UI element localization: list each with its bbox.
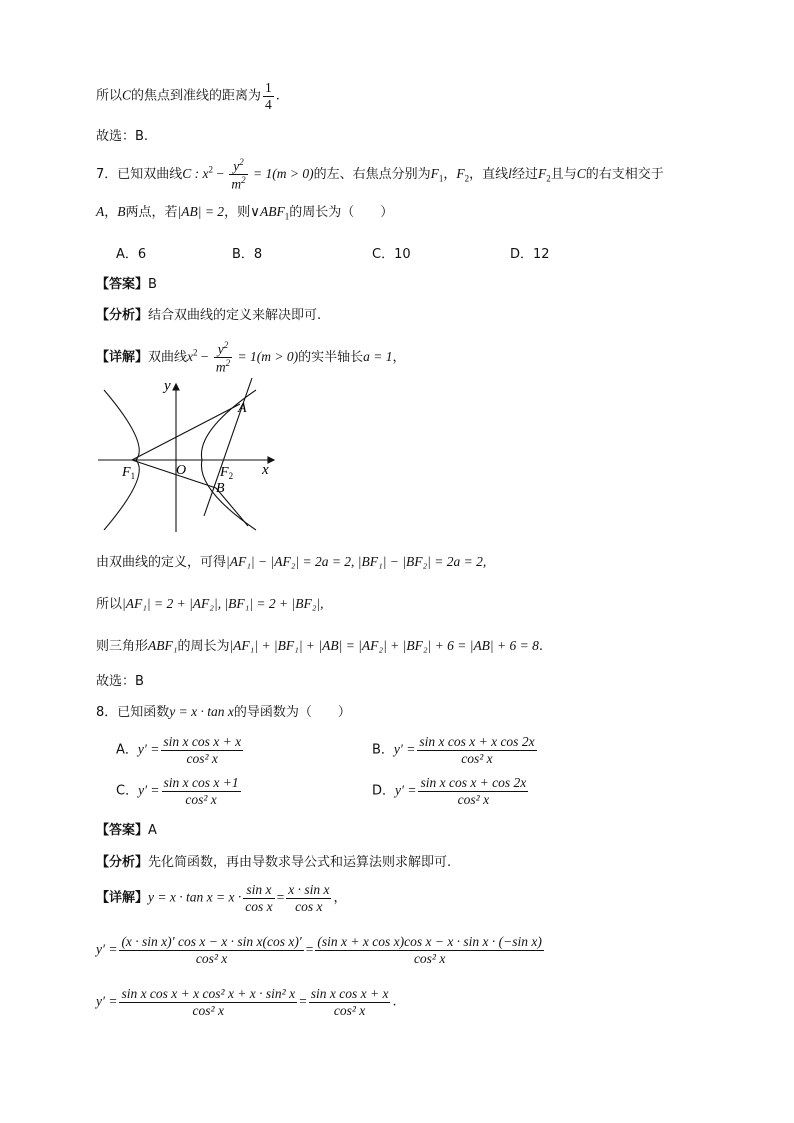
option-fraction [417, 734, 536, 766]
frac-num [229, 157, 247, 175]
q8-detail-line1 [96, 882, 346, 914]
sub-1: 1 [438, 173, 444, 184]
text: 的周长为（ ） [289, 205, 394, 220]
frac-num: sin x [243, 882, 274, 899]
var-f2: F [537, 166, 547, 182]
q8-detail-line3 [96, 986, 397, 1018]
sup-2: 2 [241, 175, 246, 186]
a-equals-1: a = 1 [363, 349, 393, 365]
var-c: C [576, 166, 586, 182]
text: 且与 [550, 167, 577, 183]
frac-num: sin x cos x + x cos² x + x · sin² x [121, 986, 296, 1001]
q7-detail [96, 340, 406, 375]
sup-2: 2 [193, 347, 198, 358]
equation: |AF₁| − |AF₂| = 2a = 2, |BF₁| − |BF₂| = 2a = 2, [226, 554, 487, 569]
frac-num: 1 [265, 80, 272, 95]
fraction-quarter [263, 80, 274, 112]
answer-value: A [148, 823, 157, 838]
q7-option-a: A．6 [116, 247, 147, 262]
q7-option-c: C．10 [372, 247, 411, 262]
q7-answer [96, 277, 157, 293]
abs-ab: |AB| = 2 [177, 204, 225, 219]
fraction [309, 986, 391, 1018]
segment-f1-a [132, 404, 240, 460]
answer-value: B [148, 277, 157, 292]
q7-definition [96, 554, 486, 571]
fraction [243, 882, 274, 914]
analysis-tag: 【分析】 [96, 308, 149, 323]
den-m: m [231, 176, 242, 192]
detail-tag: 【详解】 [96, 890, 149, 906]
comma: ， [443, 167, 457, 183]
label-f1 [121, 465, 135, 481]
eq-rhs: = 1(m > 0) [249, 166, 314, 182]
frac-num: sin x cos x + cos 2x [420, 775, 527, 790]
frac-den: cos² x [461, 750, 493, 766]
frac-den: cos² x [333, 1002, 366, 1018]
equals: = [276, 889, 285, 905]
var-b: B [117, 204, 126, 219]
option-label: D． [372, 783, 396, 799]
text: . [392, 994, 397, 1010]
f1-sub: 1 [130, 471, 136, 481]
frac-num: sin x cos x +1 [163, 775, 239, 790]
text: 两点，若 [125, 205, 178, 220]
frac-den: cos² x [186, 750, 218, 766]
frac-num: $y^2$ [214, 340, 232, 358]
eq-minus: − [213, 166, 228, 182]
text: 的实半轴长 [298, 350, 364, 366]
q7-stem-line2 [96, 204, 393, 222]
analysis-text: 先化简函数，再由导数求导公式和运算法则求解即可. [148, 855, 452, 870]
frac-den: cos x [295, 898, 323, 914]
var-a: A [96, 204, 105, 219]
frac-num: (sin x + x cos x)cos x − x · sin x · (−sin x) [317, 934, 542, 949]
text: 的左、右焦点分别为 [313, 167, 431, 183]
text: ，直线 [469, 167, 509, 183]
q8-option-a [116, 734, 245, 766]
function: y = x · tan x [169, 704, 234, 719]
label-o: O [176, 463, 187, 478]
label-y: y [164, 378, 171, 394]
equation: |AF₁| = 2 + |AF₂|, |BF₁| = 2 + |BF₂|, [122, 596, 324, 611]
f2-sub: 2 [228, 471, 234, 481]
frac-den: 4 [265, 96, 272, 112]
text: 所以 [96, 88, 123, 104]
eq-fraction [214, 340, 232, 375]
q8-detail-line2 [96, 934, 546, 966]
hyperbola-figure [96, 376, 286, 536]
text: ， [392, 350, 406, 366]
text: 的导函数为（ ） [233, 705, 351, 720]
frac-num: sin x cos x + x [163, 734, 242, 749]
lhs: y′ = [96, 941, 118, 957]
frac-num: sin x cos x + x cos 2x [419, 734, 535, 749]
frac-den: cos x [245, 898, 273, 914]
line-l [204, 378, 252, 516]
eq-lhs: C : x [182, 166, 209, 182]
option-label: B． [372, 742, 394, 758]
option-lhs: y′ = [393, 741, 416, 757]
text: 的右支相交于 [585, 167, 664, 183]
equation: y = x · tan x = x · [148, 889, 242, 905]
sub-2: 2 [464, 173, 470, 184]
var-f2: F [456, 166, 465, 182]
eq-minus: − [197, 349, 212, 365]
q7-analysis [96, 308, 321, 324]
var-c: C [122, 87, 132, 103]
q8-option-c [116, 775, 243, 807]
y-axis-arrow [173, 384, 179, 390]
fraction [119, 986, 297, 1018]
equals: = [299, 993, 307, 1009]
frac-den: cos² x [457, 791, 490, 807]
q8-answer [96, 823, 157, 839]
option-lhs: y′ = [137, 741, 160, 757]
frac-num: x · sin x [288, 882, 330, 897]
text: . [275, 88, 280, 104]
q8-number: 8．已知函数 [96, 705, 170, 720]
option-label: C． [116, 783, 139, 799]
frac-den: cos² x [192, 1002, 224, 1018]
text: 所以 [96, 597, 123, 612]
eq-x2: x [187, 349, 194, 365]
frac-den: cos² x [195, 950, 228, 966]
text: 双曲线 [148, 350, 188, 366]
answer-tag: 【答案】 [96, 277, 149, 292]
label-a: A [238, 401, 247, 416]
eq-rhs: = 1(m > 0) [234, 349, 299, 365]
option-fraction [161, 734, 243, 766]
sub-1: 1 [284, 211, 290, 222]
q7-number: 7．已知双曲线 [96, 167, 183, 183]
text: 则三角形 [96, 639, 149, 654]
q7-option-d: D．12 [510, 247, 550, 262]
segment-f1-b [132, 460, 216, 488]
x-axis-arrow [268, 457, 274, 463]
prev-choice: 故选：B. [96, 129, 149, 144]
text: 的焦点到准线的距离为 [131, 88, 262, 104]
detail-tag: 【详解】 [96, 350, 149, 366]
prev-distance-line [96, 80, 280, 112]
q8-stem [96, 704, 351, 721]
label-b: B [216, 481, 225, 496]
frac-den: $m^2$ [215, 358, 231, 375]
lhs: y′ = [96, 993, 118, 1009]
f1-letter: F [122, 465, 131, 480]
var-l: l [508, 166, 512, 182]
sup-2: 2 [239, 157, 244, 167]
label-x: x [262, 462, 269, 478]
equals: = [305, 941, 314, 957]
frac-num: sin x cos x + x [310, 986, 389, 1001]
q8-option-b [372, 734, 539, 766]
triangle: ABF₁ [148, 638, 178, 653]
q8-analysis [96, 855, 451, 871]
option-fraction [418, 775, 528, 807]
q7-so [96, 596, 324, 613]
label-f2 [219, 465, 233, 481]
frac-num: (x · sin x)′ cos x − x · sin x(cos x)′ [121, 934, 302, 949]
text: . [538, 639, 544, 654]
q7-perimeter [96, 638, 543, 655]
equation: |AF₁| + |BF₁| + |AB| = |AF₂| + |BF₂| + 6 = |AB| + 6 = 8 [229, 638, 539, 653]
f2-letter: F [220, 465, 229, 480]
num-y: y [233, 158, 240, 174]
option-fraction [162, 775, 241, 807]
eq-fraction [229, 157, 247, 192]
frac-den: cos² x [413, 950, 446, 966]
frac-den [229, 175, 247, 192]
fraction [315, 934, 544, 966]
fraction [119, 934, 303, 966]
text: 经过 [511, 167, 538, 183]
option-lhs: y′ = [395, 782, 417, 798]
sub-2: 2 [546, 173, 551, 184]
text: 的周长为 [177, 639, 230, 654]
analysis-text: 结合双曲线的定义来解决即可. [148, 308, 322, 323]
option-lhs: y′ = [138, 782, 160, 798]
option-label: A． [116, 742, 138, 758]
analysis-tag: 【分析】 [96, 855, 149, 870]
frac-den: cos² x [185, 791, 217, 807]
text: ， [104, 205, 118, 220]
q7-stem-line1 [96, 157, 664, 192]
sup-2: 2 [208, 164, 214, 175]
text: 由双曲线的定义，可得 [96, 555, 227, 570]
fraction [286, 882, 331, 914]
var-f1: F [430, 166, 439, 182]
triangle: ∨ABF [250, 204, 285, 219]
q7-choice: 故选：B [96, 674, 144, 689]
q7-option-b: B．8 [232, 247, 263, 262]
text: ， [333, 890, 347, 906]
q8-option-d [372, 775, 530, 807]
answer-tag: 【答案】 [96, 823, 149, 838]
text: ，则 [224, 205, 251, 220]
